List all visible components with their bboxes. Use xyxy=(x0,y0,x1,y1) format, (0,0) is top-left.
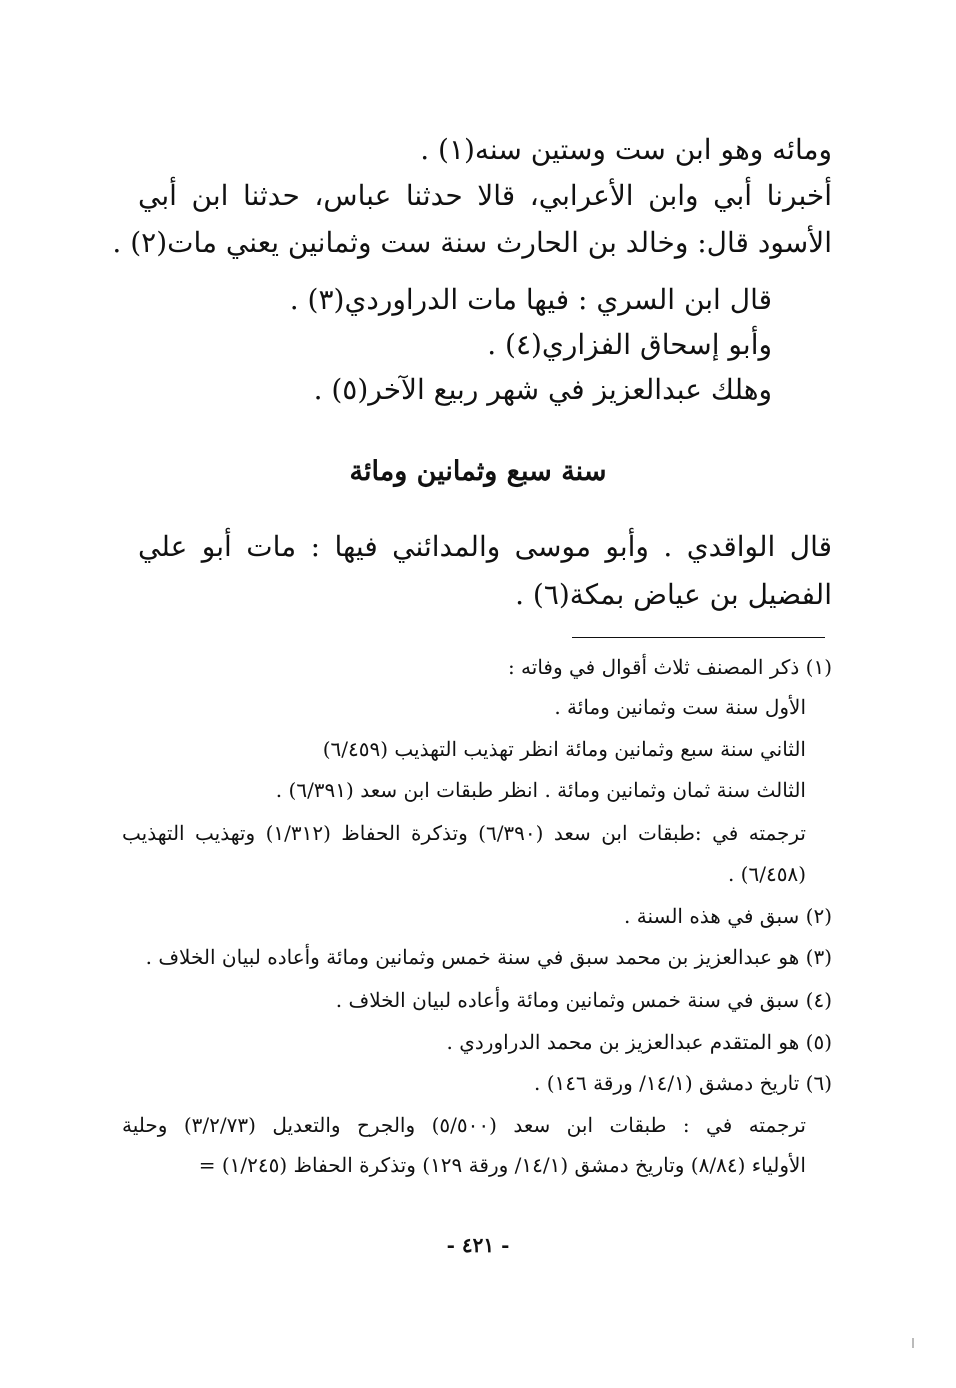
footnote-separator xyxy=(572,637,825,638)
scan-edge-mark xyxy=(912,1338,914,1348)
body-line-5: وأبو إسحاق الفزاري(٤) . xyxy=(487,328,772,361)
body-line-3: الأسود قال: وخالد بن الحارث سنة ست وثمانين يعني مات(٢) . xyxy=(112,226,832,259)
footnote-1-line-6: (٦/٤٥٨) . xyxy=(727,862,806,886)
page-number: - ٤٢١ - xyxy=(446,1233,510,1257)
footnote-4: (٤) سبق في سنة خمس وثمانين ومائة وأعاده لبيان الخلاف . xyxy=(335,988,832,1012)
footnote-1-line-4: الثالث سنة ثمان وثمانين ومائة . انظر طبقات ابن سعد (٦/٣٩١) . xyxy=(275,778,806,802)
body-line-6: وهلك عبدالعزيز في شهر ربيع الآخر(٥) . xyxy=(313,373,772,406)
footnote-3: (٣) هو عبدالعزيز بن محمد سبق في سنة خمس وثمانين ومائة وأعاده لبيان الخلاف . xyxy=(145,945,832,969)
footnote-6-line-2: ترجمته في : طبقات ابن سعد (٥/٥٠٠) والجرح والتعديل (٣/٢/٧٣) وحلية xyxy=(122,1113,806,1137)
footnote-1-line-2: الأول سنة ست وثمانين ومائة . xyxy=(554,695,806,719)
footnote-2: (٢) سبق في هذه السنة . xyxy=(624,904,832,928)
body-line-8: الفضيل بن عياض بمكة(٦) . xyxy=(515,578,832,611)
footnote-6-line-3: الأولياء (٨/٨٤) وتاريخ دمشق (١٤/١/ ورقة ١٢٩) وتذكرة الحفاظ (١/٢٤٥) = xyxy=(198,1153,806,1177)
footnote-1-line-5: ترجمته في :طبقات ابن سعد (٦/٣٩٠) وتذكرة الحفاظ (١/٣١٢) وتهذيب التهذيب xyxy=(122,821,807,845)
section-heading: سنة سبع وثمانين ومائة xyxy=(349,456,607,487)
body-line-2: أخبرنا أبي وابن الأعرابي، قالا حدثنا عباس، حدثنا ابن أبي xyxy=(138,179,832,212)
footnote-1: (١) ذكر المصنف ثلاث أقوال في وفاته : xyxy=(507,655,832,679)
body-line-1: ومائه وهو ابن ست وستين سنه(١) . xyxy=(420,133,832,166)
footnote-6: (٦) تاريخ دمشق (١٤/١/ ورقة ١٤٦) . xyxy=(534,1071,832,1095)
body-line-4: قال ابن السري : فيها مات الدراوردي(٣) . xyxy=(289,283,772,316)
body-line-7: قال الواقدي . وأبو موسى والمدائني فيها : مات أبو علي xyxy=(138,530,832,563)
footnote-1-line-3: الثاني سنة سبع وثمانين ومائة انظر تهذيب التهذيب (٦/٤٥٩) xyxy=(322,737,806,761)
footnote-5: (٥) هو المتقدم عبدالعزيز بن محمد الدراوردي . xyxy=(446,1030,832,1054)
